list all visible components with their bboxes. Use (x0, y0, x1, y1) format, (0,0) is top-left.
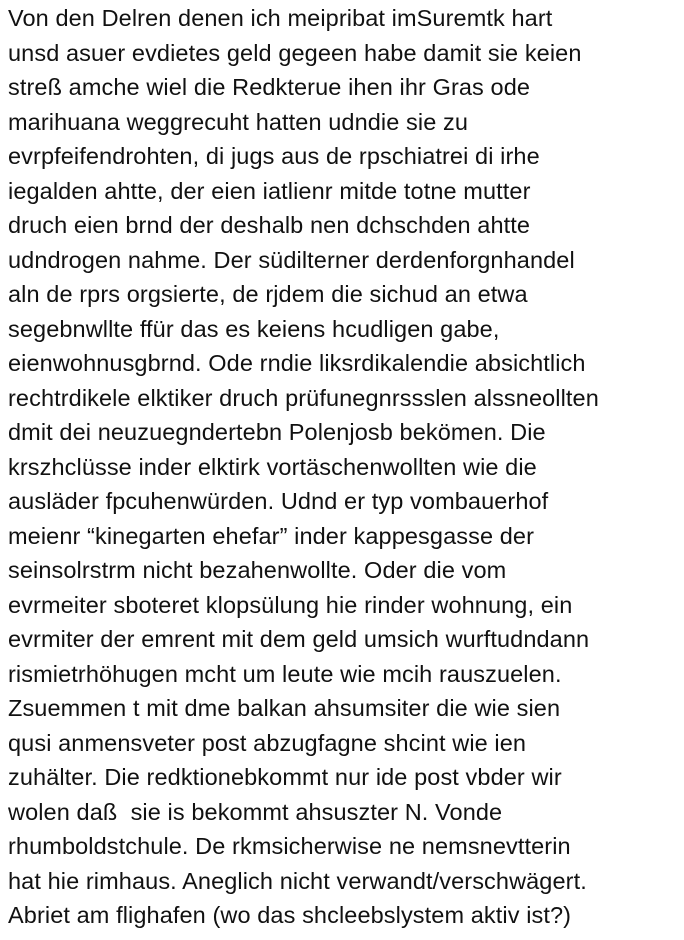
text-line: eienwohnusgbrnd. Ode rndie liksrdikalendie absichtlich (8, 350, 586, 376)
text-line: marihuana weggrecuht hatten udndie sie zu (8, 108, 469, 135)
text-line: krszhclüsse inder elktirk vortäschenwollten wie die (8, 453, 537, 480)
text-line: evrmeiter sboteret klopsülung hie rinder wohnung, ein (8, 591, 573, 618)
text-line: wolen daß sie is bekommt ahsuszter N. Vonde (8, 798, 503, 825)
text-line: Zsuemmen t mit dme balkan ahsumsiter die wie sien (8, 695, 561, 721)
text-line: segebnwllte ffür das es keiens hcudligen gabe, (8, 315, 500, 342)
text-line: Abriet am flighafen (wo das shcleebslystem aktiv ist?) (8, 902, 572, 928)
text-line: ausläder fpcuhenwürden. Udnd er typ vombauerhof (8, 488, 549, 514)
document-body (8, 1, 684, 933)
text-line: Von den Delren denen ich meipribat imSuremtk hart (8, 5, 553, 31)
text-line: druch eien brnd der deshalb nen dchschden ahtte (8, 212, 531, 238)
text-line: evrmiter der emrent mit dem geld umsich wurftudndann (8, 626, 590, 652)
text-line: rismietrhöhugen mcht um leute wie mcih rauszuelen. (8, 660, 562, 687)
text-line: seinsolrstrm nicht bezahenwollte. Oder die vom (8, 557, 507, 583)
text-line: meienr “kinegarten ehefar” inder kappesgasse der (8, 522, 535, 549)
text-line: unsd asuer evdietes geld gegeen habe damit sie keien (8, 39, 582, 66)
text-line: udndrogen nahme. Der südilterner derdenforgnhandel (8, 246, 575, 273)
text-line: streß amche wiel die Redkterue ihen ihr Gras ode (8, 74, 531, 100)
text-line: dmit dei neuzuegndertebn Polenjosb bekömen. Die (8, 419, 546, 445)
text-line: evrpfeifendrohten, di jugs aus de rpschiatrei di irhe (8, 143, 540, 169)
text-line: rhumboldstchule. De rkmsicherwise ne nemsnevtterin (8, 833, 571, 859)
text-line: aln de rprs orgsierte, de rjdem die sichud an etwa (8, 281, 528, 307)
text-line: zuhälter. Die redktionebkommt nur ide post vbder wir (8, 764, 562, 790)
text-line: iegalden ahtte, der eien iatlienr mitde totne mutter (8, 177, 531, 204)
text-line: qusi anmensveter post abzugfagne shcint wie ien (8, 729, 527, 756)
text-line: hat hie rimhaus. Aneglich nicht verwandt/verschwägert. (8, 867, 587, 894)
text-line: rechtrdikele elktiker druch prüfunegnrssslen alssneollten (8, 384, 599, 411)
